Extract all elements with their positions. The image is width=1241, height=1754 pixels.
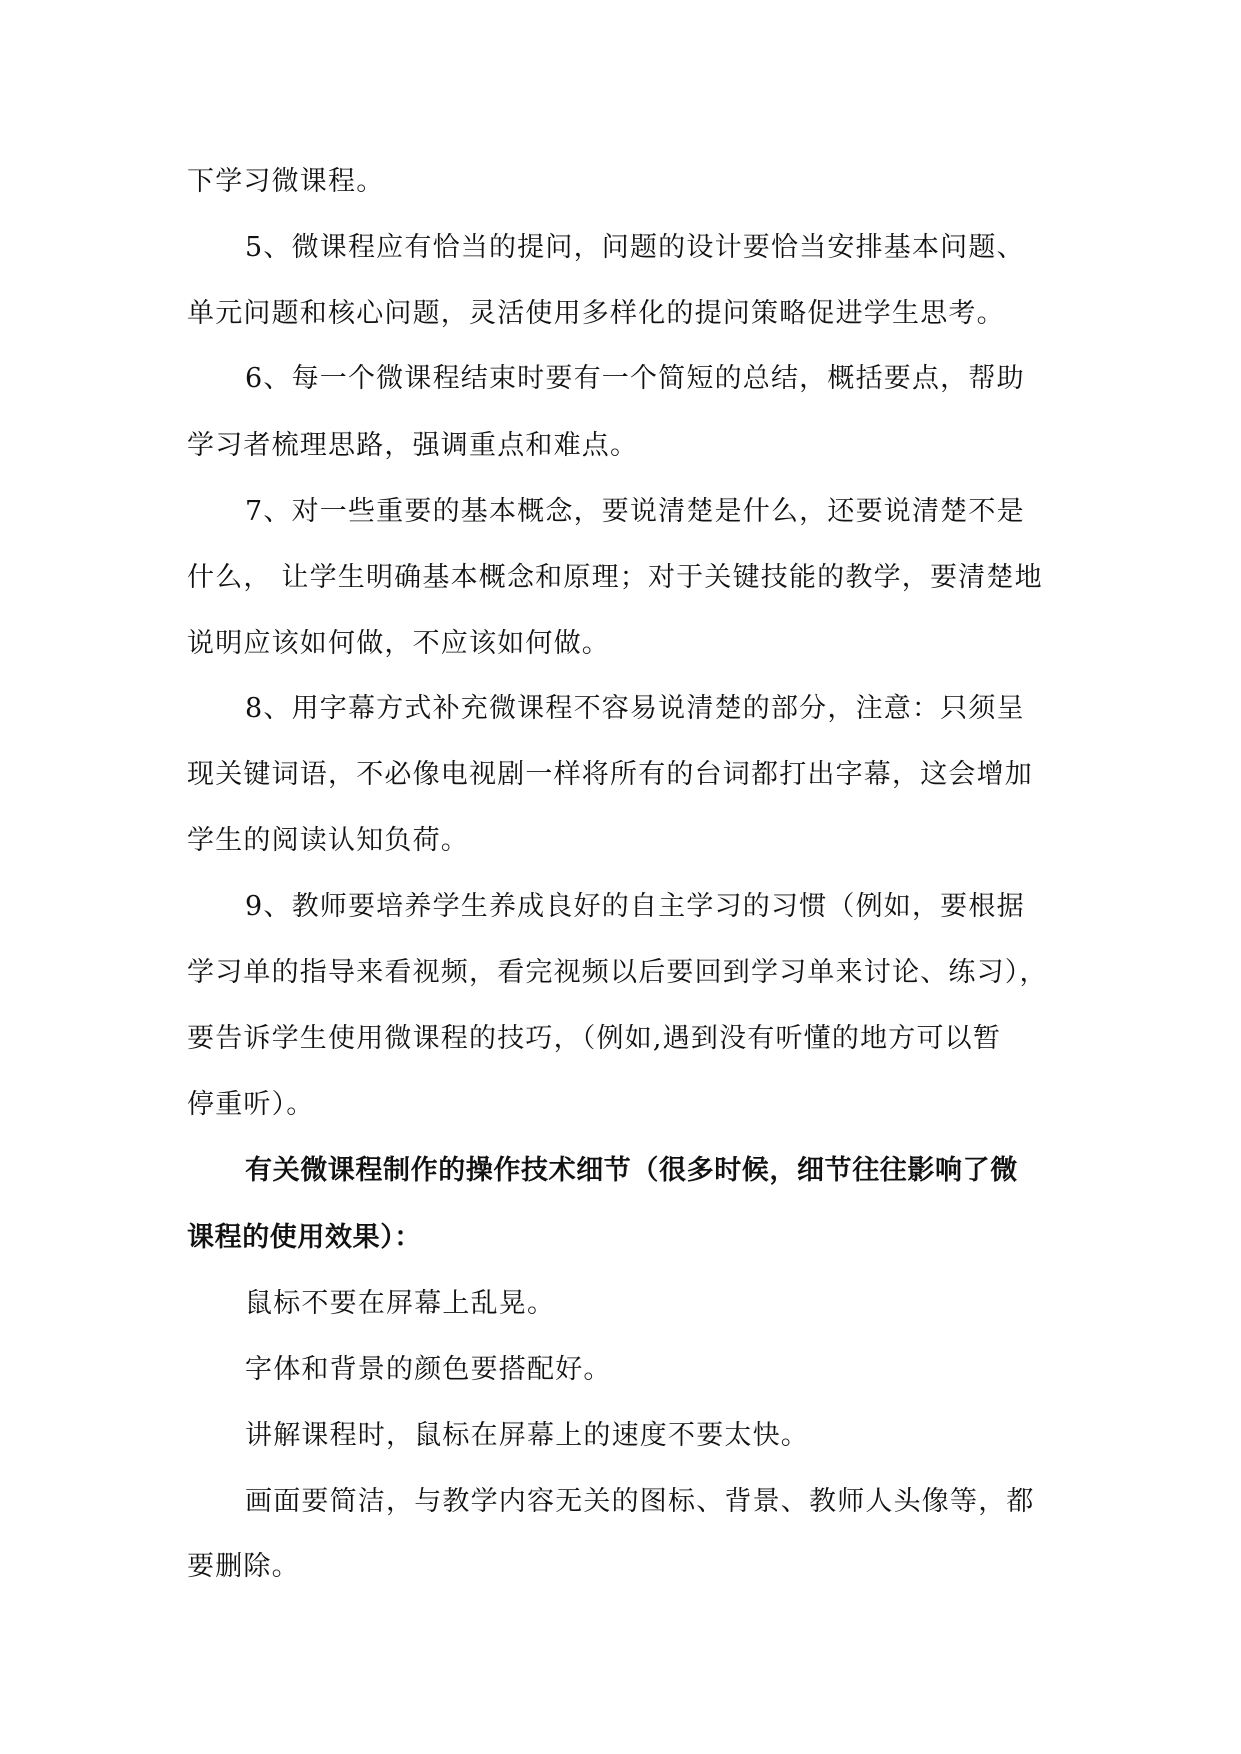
body-line: 7、对一些重要的基本概念，要说清楚是什么，还要说清楚不是 (245, 496, 1025, 527)
body-line: 9、教师要培养学生养成良好的自主学习的习惯（例如，要根据 (245, 891, 1025, 922)
body-line: 学习单的指导来看视频，看完视频以后要回到学习单来讨论、练习）， (187, 957, 1048, 988)
body-line: 5、微课程应有恰当的提问，问题的设计要恰当安排基本问题、 (245, 232, 1025, 263)
body-line: 学习者梳理思路，强调重点和难点。 (187, 430, 639, 461)
body-line: 6、每一个微课程结束时要有一个简短的总结，概括要点，帮助 (245, 363, 1025, 394)
body-line: 下学习微课程。 (187, 166, 385, 197)
body-line: 字体和背景的颜色要搭配好。 (245, 1354, 612, 1385)
body-line: 要告诉学生使用微课程的技巧，（例如,遇到没有听懂的地方可以暂 (187, 1023, 1002, 1054)
section-heading-line: 有关微课程制作的操作技术细节（很多时候，细节往往影响了微 (245, 1155, 1018, 1186)
body-line: 学生的阅读认知负荷。 (187, 825, 469, 856)
body-line: 单元问题和核心问题，灵活使用多样化的提问策略促进学生思考。 (187, 298, 1005, 329)
body-line: 什么， 让学生明确基本概念和原理；对于关键技能的教学，要清楚地 (187, 562, 1043, 593)
body-line: 现关键词语，不必像电视剧一样将所有的台词都打出字幕，这会增加 (187, 759, 1033, 790)
body-line: 说明应该如何做，不应该如何做。 (187, 628, 610, 659)
body-line: 讲解课程时，鼠标在屏幕上的速度不要太快。 (245, 1420, 809, 1451)
body-line: 停重听）。 (187, 1089, 315, 1120)
body-line: 画面要简洁，与教学内容无关的图标、背景、教师人头像等，都 (245, 1486, 1035, 1517)
body-line: 鼠标不要在屏幕上乱晃。 (245, 1288, 556, 1319)
body-line: 8、用字幕方式补充微课程不容易说清楚的部分，注意：只须呈 (245, 693, 1025, 724)
section-heading-line: 课程的使用效果）： (187, 1222, 422, 1253)
body-line: 要删除。 (187, 1551, 300, 1582)
